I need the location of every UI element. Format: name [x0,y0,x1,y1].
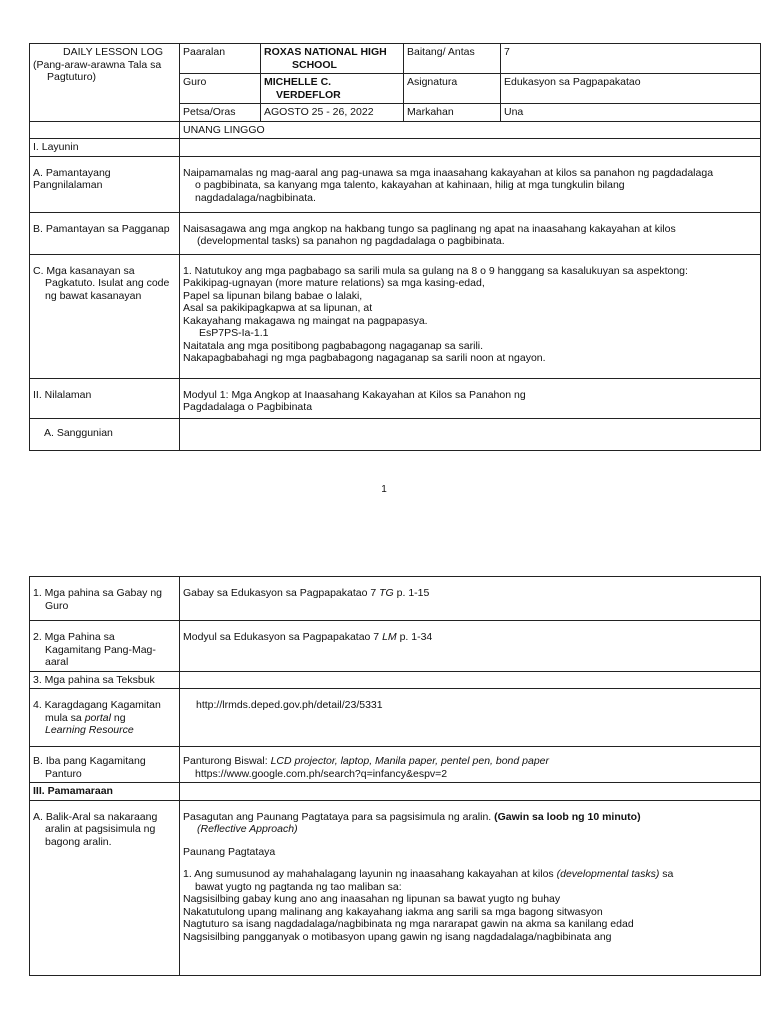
log-subtitle: (Pang-araw-arawna Tala sa [33,58,162,71]
balik-aral-label-line3: bagong aralin. [45,835,112,848]
kasanayan-text-line8: Nakapagbabahagi ng mga pagbabagong nagaganap sa sarili noon at ngayon. [183,352,546,364]
balik-aral-line1-a: Pasagutan ang Paunang Pagtataya para sa pagsisimula ng aralin. [183,810,495,823]
balik-aral-line1 [183,811,757,824]
kagamitan-text-lm: LM [382,631,397,643]
guro-label: Guro [180,74,261,104]
gabay-text-tg: TG [379,587,394,599]
gabay-label-line1: 1. Mga pahina sa Gabay ng [33,587,163,599]
pamantayang-text-line1: Naipamamalas ng mag-aaral ang pag-unawa sa mga inaasahang kakayahan at kilos sa panahon ng pagdadalaga [183,166,714,179]
petsa-label: Petsa/Oras [180,104,261,122]
pamantayang-label-line2: Pangnilalaman [33,179,103,191]
paunang-pagtataya: Paunang Pagtataya [183,845,276,858]
nilalaman-text-line2: Pagdadalaga o Pagbibinata [183,401,313,413]
balik-aral-label-line2: aralin at pagsisimula ng [45,823,156,835]
teksbuk-label: 3. Mga pahina sa Teksbuk [30,671,180,689]
karagdagan-label-portal: portal [84,711,111,724]
balik-aral-line2 [183,823,757,836]
lesson-log-resources-table [29,576,761,976]
guro-value-line2: VERDEFLOR [276,88,341,101]
karagdagan-label-ng: ng [110,711,126,724]
panturong-biswal-items: LCD projector, laptop, Manila paper, pentel pen, bond paper [270,755,550,767]
choice-2: Nakatutulong upang malinang ang kakayahang iakma ang sarili sa mga bagong sitwasyon [183,905,603,918]
kasanayan-label-line1: C. Mga kasanayan sa [33,264,135,277]
guro-value [261,74,404,104]
kasanayan-text-line5: Kakayahang makagawa ng maingat na pagpapasya. [183,314,428,327]
page-number: 1 [381,484,387,495]
nilalaman-text-line1: Modyul 1: Mga Angkop at Inaasahang Kakayahan at Kilos sa Panahon ng [183,388,526,401]
guro-value-line1: MICHELLE C. [264,76,332,88]
iba-pang-label [30,747,180,783]
kasanayan-text-line2: Pakikipag-ugnayan (more mature relations) sa mga kasing-edad, [183,277,485,289]
question-line1 [183,868,757,881]
baitang-value: 7 [501,44,761,74]
kagamitan-label-line1: 2. Mga Pahina sa [33,631,115,643]
kasanayan-text-line7: Naitatala ang mga positibong pagbabagong nagaganap sa sarili. [183,339,484,352]
kagamitan-text-a: Modyul sa Edukasyon sa Pagpapakatao 7 [183,631,383,643]
kasanayan-code: EsP7PS-Ia-1.1 [199,327,269,339]
karagdagan-label-line3 [33,724,176,737]
iba-pang-text [180,747,761,783]
kagamitan-label [30,621,180,672]
sanggunian-empty [180,418,761,450]
choice-4: Nagsisilbing pangganyak o motibasyon upang gawin ng isang nagdadalaga/nagbibinata ang [183,930,612,943]
nilalaman-heading: II. Nilalaman [30,378,180,418]
teksbuk-empty [180,671,761,689]
log-subtitle-2: Pagtuturo) [47,71,97,83]
pamantayang-label [30,156,180,212]
markahan-value: Una [501,104,761,122]
karagdagan-label-line2 [33,712,176,725]
kagamitan-text-c: p. 1-34 [396,631,433,643]
kagamitan-label-line3: aaral [45,656,69,668]
baitang-label: Baitang/ Antas [404,44,501,74]
pamantayang-text-line3: nagdadalaga/nagbibinata. [195,191,316,204]
paaralan-value [261,44,404,74]
iba-pang-text-line1 [183,755,757,768]
balik-aral-time: (Gawin sa loob ng 10 minuto) [494,810,641,823]
pagganap-text [180,212,761,254]
gabay-text [180,577,761,621]
kasanayan-label-line3: ng bawat kasanayan [45,289,142,302]
karagdagan-label-lr: Learning Resource [45,724,134,736]
pamamaraan-empty [180,783,761,801]
paaralan-value-line2: SCHOOL [292,58,337,71]
lesson-log-header-table [29,43,761,451]
developmental-tasks: (developmental tasks) [556,868,660,880]
layunin-empty [180,139,761,157]
pamantayang-text [180,156,761,212]
markahan-label: Markahan [404,104,501,122]
log-title-cell [30,44,180,122]
paaralan-value-line1: ROXAS NATIONAL HIGH [264,46,387,58]
gabay-label-line2: Guro [45,599,69,612]
balik-aral-label-line1: A. Balik-Aral sa nakaraang [33,810,158,823]
gabay-label [30,577,180,621]
question-line2: bawat yugto ng pagtanda ng tao maliban sa: [195,880,402,893]
kasanayan-label [30,254,180,378]
balik-aral-label [30,800,180,975]
gabay-text-a: Gabay sa Edukasyon sa Pagpapakatao 7 [183,587,380,599]
kasanayan-text-line4: Asal sa pakikipagkapwa at sa lipunan, at [183,302,373,314]
kasanayan-text-line3: Papel sa lipunan bilang babae o lalaki, [183,289,363,302]
question-line1-a: 1. Ang sumusunod ay mahahalagang layunin ng inaasahang kakayahan at kilos [183,868,557,880]
balik-aral-text [180,800,761,975]
pagganap-text-line1: Naisasagawa ang mga angkop na hakbang tungo sa paglinang ng apat na inaasahang kakayahan at kilos [183,222,676,235]
week-left-cell [30,121,180,139]
asignatura-value: Edukasyon sa Pagpapakatao [501,74,761,104]
gabay-text-c: p. 1-15 [393,587,430,599]
reflective-approach: (Reflective Approach) [197,823,298,835]
asignatura-label: Asignatura [404,74,501,104]
pagganap-text-line2: (developmental tasks) sa panahon ng pagdadalaga o pagbibinata. [197,235,505,247]
panturong-biswal-label: Panturong Biswal: [183,755,271,767]
karagdagan-label-line1: 4. Karagdagang Kagamitan [33,699,161,711]
log-title: DAILY LESSON LOG [63,46,163,58]
choice-1: Nagsisilbing gabay kung ano ang inaasahan ng lipunan sa bawat yugto ng buhay [183,893,561,905]
layunin-heading: I. Layunin [30,139,180,157]
pagganap-label: B. Pamantayan sa Pagganap [30,212,180,254]
pamantayang-text-line2: o pagbibinata, sa kanyang mga talento, kakayahan at kahinaan, hilig at mga tungkulin bilang [195,179,625,191]
kasanayan-label-line2: Pagkatuto. Isulat ang code [45,277,170,289]
paaralan-label: Paaralan [180,44,261,74]
kagamitan-text [180,621,761,672]
karagdagan-label [30,689,180,747]
iba-pang-label-line2: Panturo [45,767,82,780]
kasanayan-text-line1: 1. Natutukoy ang mga pagbabago sa sarili mula sa gulang na 8 o 9 hanggang sa kasalukuyan sa aspektong: [183,264,688,277]
pamamaraan-heading: III. Pamamaraan [30,783,180,801]
week-label: UNANG LINGGO [180,121,761,139]
kagamitan-label-line2: Kagamitang Pang-Mag- [45,643,156,656]
nilalaman-text [180,378,761,418]
sanggunian-heading: A. Sanggunian [30,418,180,450]
google-link[interactable]: https://www.google.com.ph/search?q=infancy&espv=2 [195,767,448,780]
choice-3: Nagtuturo sa isang nagdadalaga/nagbibinata ng mga nararapat gawin na akma sa kanilang edad [183,918,634,930]
question-line1-c: sa [659,868,674,880]
iba-pang-label-line1: B. Iba pang Kagamitang [33,755,146,767]
petsa-value: AGOSTO 25 - 26, 2022 [261,104,404,122]
pamantayang-label-line1: A. Pamantayang [33,166,111,179]
lrmds-link[interactable]: http://lrmds.deped.gov.ph/detail/23/5331 [180,689,761,747]
kasanayan-text [180,254,761,378]
karagdagan-label-mula: mula sa [45,711,85,724]
